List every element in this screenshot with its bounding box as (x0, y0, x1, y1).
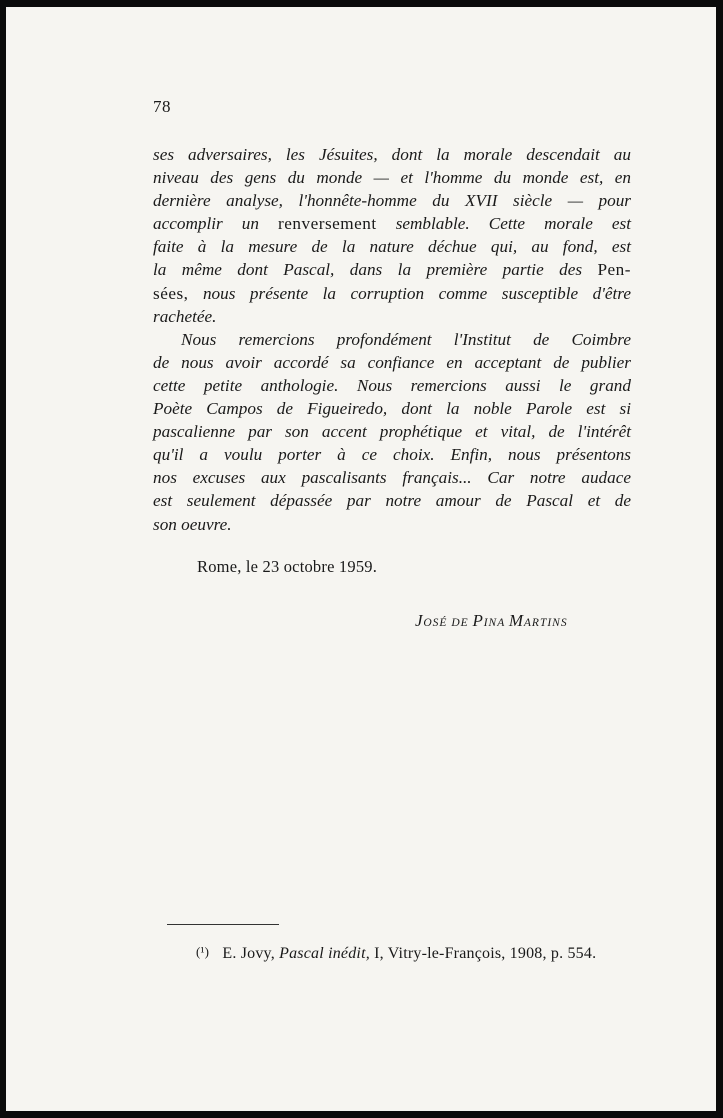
dateline: Rome, le 23 octobre 1959. (197, 557, 378, 576)
text-line: rachetée. (153, 306, 217, 326)
signature-initial: J (415, 611, 424, 630)
paragraph-2 (153, 328, 631, 536)
text-line: son oeuvre. (153, 514, 232, 534)
text-line: est seulement dépassée par notre amour de Pascal et de (153, 491, 631, 511)
text-line: cette petite anthologie. Nous remercions aussi le grand (153, 375, 631, 395)
text-line: ses adversaires, les Jésuites, dont la morale descendait au (153, 145, 631, 164)
text-fragment-upright: sées, (153, 283, 189, 303)
text-line: Poète Campos de Figueiredo, dont la noble Parole est si (153, 399, 631, 419)
text-line (153, 258, 631, 281)
footnote (196, 945, 596, 963)
text-line: faite à la mesure de la nature déchue qui, au fond, est (153, 237, 631, 257)
footnote-divider (167, 924, 279, 925)
text-line: Nous remercions profondément l'Institut de Coimbre (181, 329, 631, 349)
main-text (153, 143, 631, 536)
text-fragment: semblable. Cette morale est (376, 214, 631, 234)
author-signature (415, 611, 568, 631)
text-line: qu'il a voulu porter à ce choix. Enfin, nous présentons (153, 445, 631, 465)
signature-smallcaps: ARTINS (523, 617, 568, 629)
footnote-title: Pascal inédit, (279, 945, 370, 962)
signature-initial: P (472, 611, 484, 630)
text-line: pascalienne par son accent prophétique et vital, de l'intérêt (153, 422, 631, 442)
book-page (6, 7, 716, 1111)
paragraph-1 (153, 143, 631, 328)
footnote-mark: (¹) (196, 944, 210, 959)
text-line: niveau des gens du monde — et l'homme du monde est, en (153, 168, 631, 188)
text-fragment: accomplir un (153, 214, 279, 234)
signature-smallcaps: OSÉ DE (423, 617, 473, 629)
text-line (153, 212, 631, 235)
text-line: de nous avoir accordé sa confiance en acceptant de publier (153, 352, 631, 372)
text-fragment: la même dont Pascal, dans la première partie des (153, 260, 598, 280)
text-fragment: nous présente la corruption comme susceptible d'être (188, 283, 631, 303)
footnote-details: I, Vitry-le-François, 1908, p. 554. (374, 945, 597, 962)
signature-initial: M (508, 611, 524, 630)
text-line (153, 282, 631, 305)
text-fragment-upright: renversement (278, 214, 377, 234)
footnote-author: E. Jovy, (222, 945, 275, 962)
text-fragment-upright: Pen- (597, 260, 631, 280)
text-line: nos excuses aux pascalisants français... Car notre audace (153, 468, 631, 488)
signature-smallcaps: INA (483, 617, 509, 629)
page-number: 78 (153, 97, 171, 116)
text-line: dernière analyse, l'honnête-homme du XVII siècle — pour (153, 191, 631, 211)
